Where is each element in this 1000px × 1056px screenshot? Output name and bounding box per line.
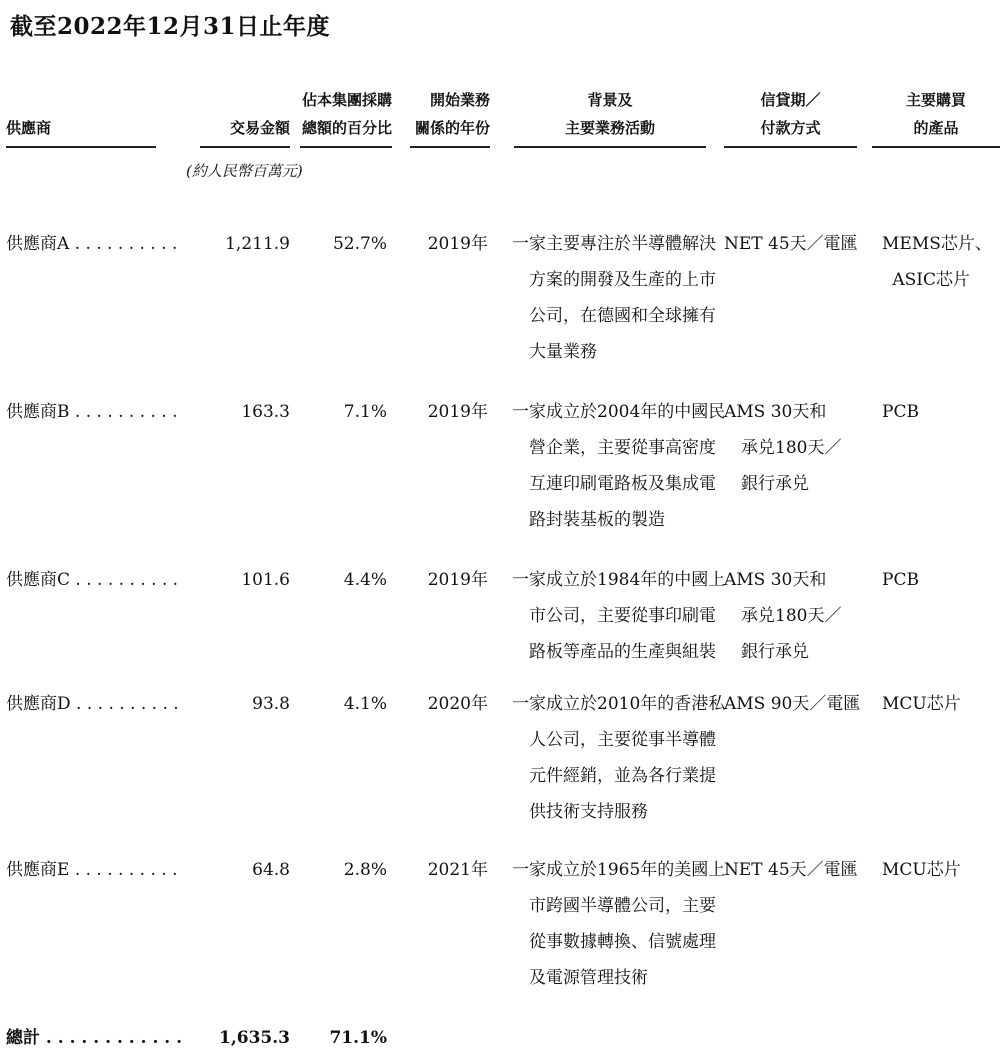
credit-terms	[724, 394, 864, 502]
header-year-line: 開始業務	[429, 91, 490, 109]
header-background-line: 主要業務活動	[564, 119, 655, 137]
total-amount: 1,635.3	[219, 1028, 290, 1048]
header-percent	[300, 86, 392, 142]
main-products	[882, 686, 970, 722]
main-products-line: PCB	[882, 570, 919, 590]
header-amount-line: 交易金額	[229, 119, 290, 137]
credit-terms-line: NET 45天／電匯	[724, 860, 858, 880]
header-credit-line: 信貸期／	[760, 91, 821, 109]
background-description-line: 供技術支持服務	[529, 802, 648, 822]
main-products	[882, 852, 970, 888]
header-year-rule	[410, 146, 490, 148]
purchase-percent: 2.8%	[343, 860, 387, 880]
total-label: 總計 . . . . . . . . . . . .	[6, 1028, 183, 1048]
header-percent-line: 總額的百分比	[301, 119, 392, 137]
transaction-amount: 1,211.9	[225, 234, 290, 254]
header-background	[514, 86, 706, 142]
transaction-amount: 93.8	[252, 694, 290, 714]
relationship-year: 2019年	[427, 402, 488, 422]
purchase-percent: 4.4%	[343, 570, 387, 590]
background-description-line: 一家成立於2004年的中國民	[512, 402, 726, 422]
header-percent-line: 佔本集團採購	[301, 91, 392, 109]
main-products-line: MCU芯片	[882, 860, 961, 880]
header-background-rule	[514, 146, 706, 148]
background-description-line: 互連印刷電路板及集成電	[529, 474, 716, 494]
header-products-line: 的產品	[913, 119, 959, 137]
credit-terms-line: AMS 30天和	[724, 570, 827, 590]
supplier-name: 供應商B . . . . . . . . . .	[6, 402, 178, 422]
transaction-amount: 64.8	[252, 860, 290, 880]
main-products	[882, 562, 970, 598]
background-description-line: 市跨國半導體公司，主要	[529, 896, 716, 916]
header-products-rule	[872, 146, 1000, 148]
main-products	[882, 394, 970, 430]
header-credit-line: 付款方式	[760, 119, 821, 137]
background-description-line: 一家主要專注於半導體解決	[512, 234, 716, 254]
relationship-year: 2020年	[427, 694, 488, 714]
main-products-line: MEMS芯片、	[882, 234, 992, 254]
credit-terms	[724, 852, 864, 888]
background-description-line: 一家成立於1965年的美國上	[512, 860, 726, 880]
header-percent-rule	[300, 146, 392, 148]
background-description-line: 方案的開發及生產的上市	[529, 270, 716, 290]
credit-terms-line: NET 45天／電匯	[724, 234, 858, 254]
background-description-line: 元件經銷，並為各行業提	[529, 766, 716, 786]
background-description	[512, 226, 716, 370]
header-credit-rule	[724, 146, 857, 148]
main-products-line: MCU芯片	[882, 694, 961, 714]
credit-terms-line: 銀行承兑	[741, 474, 809, 494]
background-description-line: 營企業，主要從事高密度	[529, 438, 716, 458]
credit-terms-line: 銀行承兑	[741, 642, 809, 662]
transaction-amount: 101.6	[241, 570, 290, 590]
background-description	[512, 394, 726, 538]
background-description	[512, 852, 726, 996]
credit-terms-line: AMS 90天／電匯	[724, 694, 861, 714]
page-title: 截至2022年12月31日止年度	[10, 13, 331, 40]
credit-terms	[724, 562, 864, 670]
header-year-line: 關係的年份	[414, 119, 490, 137]
header-credit	[724, 86, 857, 142]
amount-unit-note: (約人民幣百萬元)	[186, 162, 303, 180]
credit-terms-line: AMS 30天和	[724, 402, 827, 422]
background-description	[512, 686, 726, 830]
main-products	[882, 226, 992, 298]
background-description-line: 市公司，主要從事印刷電	[529, 606, 716, 626]
background-description-line: 路封裝基板的製造	[529, 510, 665, 530]
background-description	[512, 562, 726, 670]
credit-terms	[724, 226, 864, 262]
header-amount-rule	[200, 146, 290, 148]
header-supplier-line: 供應商	[6, 119, 52, 137]
main-products-line: ASIC芯片	[892, 270, 970, 290]
background-description-line: 人公司，主要從事半導體	[529, 730, 716, 750]
header-supplier-rule	[6, 146, 156, 148]
transaction-amount: 163.3	[241, 402, 290, 422]
supplier-name: 供應商A . . . . . . . . . .	[6, 234, 178, 254]
header-background-line: 背景及	[587, 91, 633, 109]
header-supplier	[6, 114, 156, 142]
header-products-line: 主要購買	[905, 91, 966, 109]
relationship-year: 2019年	[427, 234, 488, 254]
header-year	[410, 86, 490, 142]
total-percent: 71.1%	[329, 1028, 387, 1048]
main-products-line: PCB	[882, 402, 919, 422]
purchase-percent: 52.7%	[332, 234, 387, 254]
supplier-name: 供應商D . . . . . . . . . .	[6, 694, 179, 714]
purchase-percent: 4.1%	[343, 694, 387, 714]
background-description-line: 公司，在德國和全球擁有	[529, 306, 716, 326]
relationship-year: 2019年	[427, 570, 488, 590]
background-description-line: 大量業務	[529, 342, 597, 362]
supplier-name: 供應商E . . . . . . . . . .	[6, 860, 178, 880]
background-description-line: 一家成立於2010年的香港私	[512, 694, 726, 714]
supplier-name: 供應商C . . . . . . . . . .	[6, 570, 179, 590]
background-description-line: 一家成立於1984年的中國上	[512, 570, 726, 590]
background-description-line: 及電源管理技術	[529, 968, 648, 988]
purchase-percent: 7.1%	[343, 402, 387, 422]
header-amount	[180, 114, 290, 142]
credit-terms	[724, 686, 864, 722]
credit-terms-line: 承兑180天／	[741, 438, 842, 458]
header-products	[872, 86, 1000, 142]
relationship-year: 2021年	[427, 860, 488, 880]
background-description-line: 路板等產品的生產與組裝	[529, 642, 716, 662]
background-description-line: 從事數據轉換、信號處理	[529, 932, 716, 952]
credit-terms-line: 承兑180天／	[741, 606, 842, 626]
